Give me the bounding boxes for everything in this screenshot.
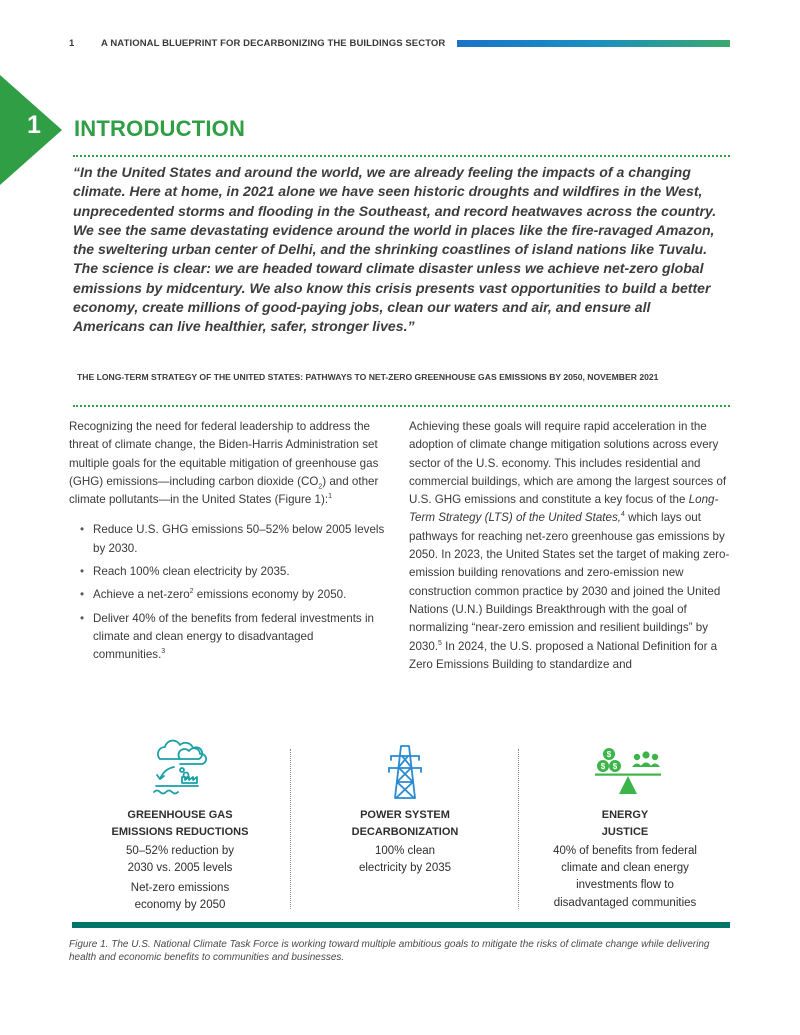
infographic-heading: ENERGY JUSTICE	[601, 809, 649, 838]
body-column-right	[409, 418, 733, 674]
intro-paragraph: Recognizing the need for federal leadership to address the threat of climate change, the Biden-Harris Administration set multiple goals for the equitable mitigation of greenhouse gas (GHG) emissions—including carbon dioxide $(CO_2)$ and other climate pollutants—in the United States (Figure 1):$^1$	[69, 420, 379, 507]
infographic-heading: GREENHOUSE GAS EMISSIONS REDUCTIONS	[111, 809, 249, 838]
document-reference: Long-Term Strategy (LTS) of the United States,	[409, 493, 719, 525]
quote-source: THE LONG-TERM STRATEGY OF THE UNITED STATES: PATHWAYS TO NET-ZERO GREENHOUSE GAS EMISSIONS BY 2050, NOVEMBER 2021	[77, 372, 659, 382]
footnote-ref[interactable]: 3	[161, 648, 166, 656]
footnote-ref[interactable]: 5	[438, 639, 442, 647]
list-item: • Deliver 40% of the benefits from federal investments in climate and clean energy to disadvantaged communities.$^3$	[69, 610, 387, 665]
infographic-justice	[520, 737, 730, 912]
cloud-factory-icon	[148, 737, 212, 799]
document-title: A NATIONAL BLUEPRINT FOR DECARBONIZING THE BUILDINGS SECTOR	[101, 37, 446, 49]
chapter-number: 1	[27, 111, 41, 139]
figure-caption: Figure 1. The U.S. National Climate Task Force is working toward multiple ambitious goals to mitigate the risks of climate change while delivering health and economic benefits to communities and businesses.	[69, 939, 710, 963]
list-item: • Achieve a net-zero$^2$ emissions economy by 2050.	[69, 586, 387, 604]
body-paragraph: Achieving these goals will require rapid acceleration in the adoption of climate change mitigation solutions across every sector of the U.S. economy. This includes residential and commercial buildings, which are among the largest sources of U.S. GHG emissions and constitute a key focus of the Long-Term Strategy (LTS) of the United States,$^4$ which lays out pathways for reaching net-zero greenhouse gas emissions by 2050. In 2023, the United States set the target of making zero-emission building renovations and zero-emission new construction common practice by 2030 and joined the United Nations (U.N.) Buildings Breakthrough with the goal of normalizing “near-zero emission and resilient buildings” by 2030.$^5$ In 2024, the U.S. proposed a National Definition for a Zero Emissions Building to standardize and	[409, 420, 730, 671]
header-color-bar	[457, 40, 730, 47]
chapter-title: INTRODUCTION	[74, 116, 246, 141]
infographic-text: 50–52% reduction by 2030 vs. 2005 levels	[125, 845, 235, 875]
list-item: • Reduce U.S. GHG emissions 50–52% below 2005 levels by 2030.	[69, 521, 387, 558]
pull-quote: “In the United States and around the world, we are already feeling the impacts of a changing climate. Here at home, in 2021 alone we have seen historic droughts and wildfires in the West, unprecedented storms and flooding in the Southeast, and record heatwaves across the country. We see the same devastating evidence around the world in places like the fire-ravaged Amazon, the sweltering urban center of Delhi, and the shrinking coastlines of island nations like Tuvalu. The science is clear: we are headed toward climate disaster unless we achieve net-zero global emissions by midcentury. We also know this crisis presents vast opportunities to build a better economy, create millions of good-paying jobs, clean our waters and air, and ensure all Americans can live healthier, safer, stronger lives.”	[73, 164, 717, 335]
dollar-sign-glyph: $	[612, 762, 618, 771]
balance-scale-icon	[585, 745, 665, 805]
column-separator	[518, 749, 519, 909]
infographic-power	[292, 737, 518, 912]
infographic-text: 40% of benefits from federal climate and clean energy investments flow to disadvantaged communities	[553, 845, 697, 909]
goals-infographic	[70, 737, 730, 912]
goals-list	[69, 521, 387, 664]
figure-rule	[72, 922, 730, 928]
infographic-text: 100% clean electricity by 2035	[358, 845, 452, 875]
body-column-left	[69, 418, 387, 670]
infographic-text: Net-zero emissions economy by 2050	[130, 882, 230, 912]
dotted-divider-top	[73, 155, 730, 157]
dollar-sign-glyph: $	[606, 750, 612, 759]
transmission-tower-icon	[385, 742, 425, 804]
infographic-heading: POWER SYSTEM DECARBONIZATION	[351, 809, 459, 838]
dollar-sign-glyph: $	[600, 762, 606, 771]
footnote-ref[interactable]: 2	[189, 588, 194, 596]
footnote-ref[interactable]: 4	[621, 511, 625, 519]
list-item: • Reach 100% clean electricity by 2035.	[69, 563, 387, 581]
dotted-divider-bottom	[73, 405, 730, 407]
infographic-ghg	[70, 737, 290, 912]
column-separator	[290, 749, 291, 909]
page-number: 1	[69, 37, 75, 49]
page-header	[69, 37, 730, 49]
footnote-ref[interactable]: 1	[328, 493, 332, 501]
